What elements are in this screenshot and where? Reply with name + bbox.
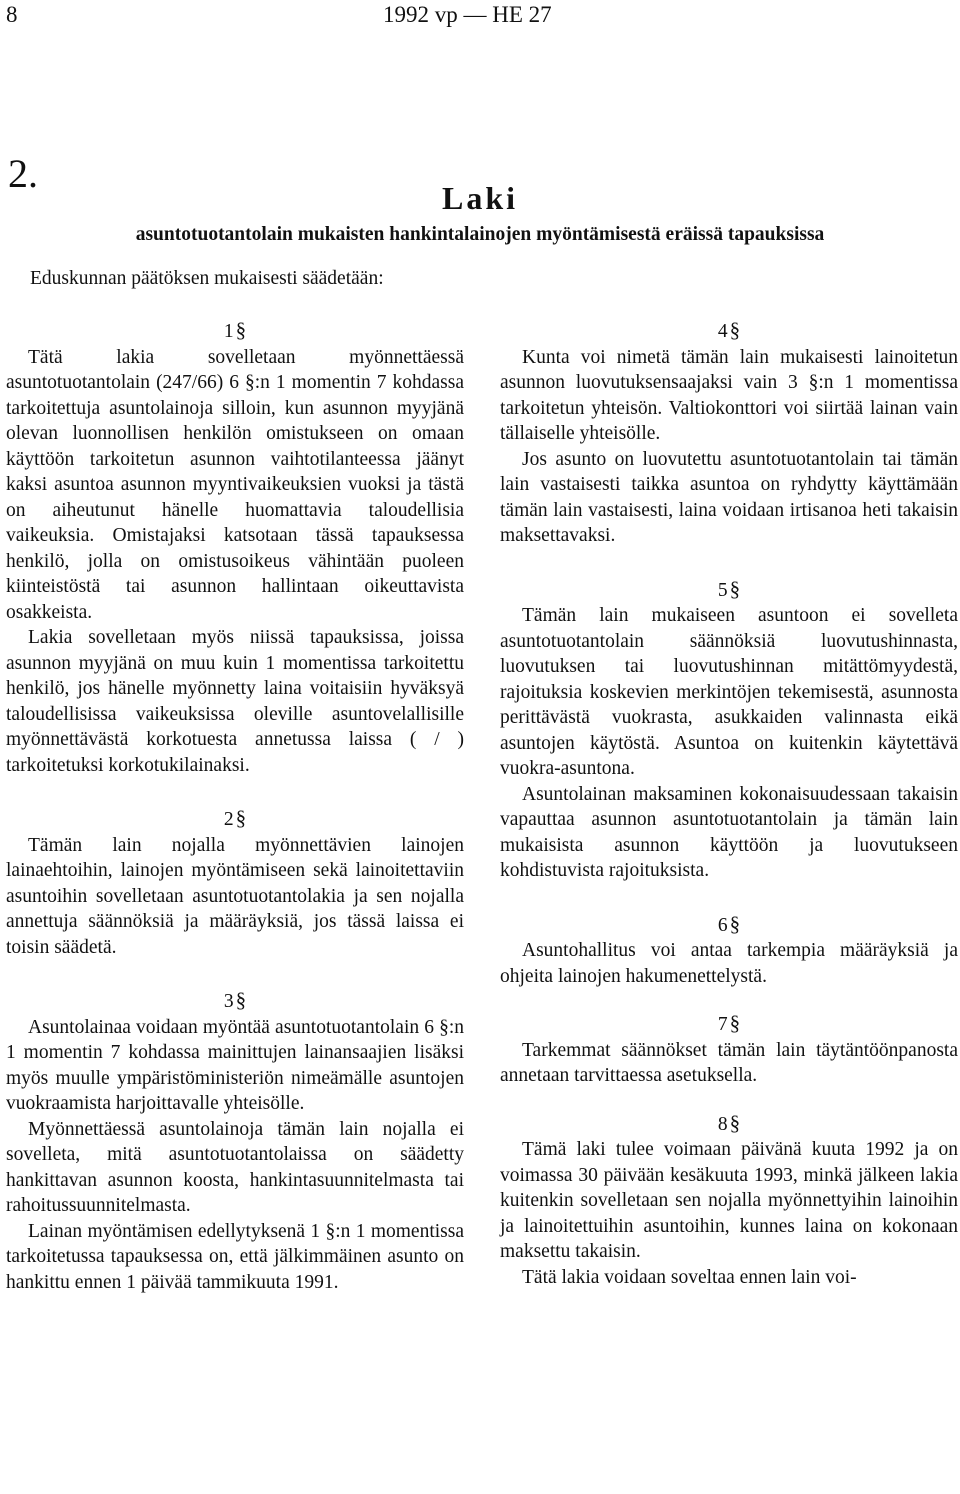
section-5-heading: 5§: [717, 576, 741, 601]
section-1-paragraph-1: Tätä lakia sovelletaan myönnettäessä asuntotuotantolain (247/66) 6 §:n 1 momentin 7 kohdassa tarkoitettuja asuntolainoja silloin, kun asunnon myyjänä olevan luonnollisen henkilön omistukseen on omaan käyttöön tarkoitetun asunnon vaihtotilanteessa jäänyt kaksi asuntoa asunnon myyntivaikeuksien vuoksi ja tästä on aiheutunut hänelle huomattavia taloudellisia vaikeuksia. Omistajaksi katsotaan tässä tapauksessa henkilö, jolla on omistusoikeus vähintään puoleen kiinteistöstä tai asunnon hallintaan oikeuttavista osakkeista.: [6, 346, 464, 623]
section-4-heading: 4§: [717, 318, 741, 342]
section-3-heading: 3§: [223, 988, 247, 1012]
section-8-paragraph-1: Tämä laki tulee voimaan päivänä kuuta 1992 ja on voimassa 30 päivään kesäkuuta 1993, minkä jälkeen lakia kuitenkin sovelletaan sen nojalla myönnettyihin lainoihin ja lainoitettuihin asuntoihin, kunnes laina on kokonaan maksettu takaisin.: [500, 1139, 958, 1262]
publication-series: 1992 vp — HE 27: [383, 2, 552, 27]
section-3-paragraph-1: Asuntolainaa voidaan myöntää asuntotuotantolain 6 §:n 1 momentin 7 kohdassa mainittujen lainansaajien lisäksi myös muulle ympäristöministeriön nimeämälle asuntojen vuokraamista harjoittavalle yhteisölle.: [6, 1016, 464, 1114]
section-6-paragraph-1: Asuntohallitus voi antaa tarkempia määräyksiä ja ohjeita lainojen hakumenettelystä.: [500, 940, 958, 987]
section-3-paragraph-3: Lainan myöntämisen edellytyksenä 1 §:n 1 momentissa tarkoitetussa tapauksessa on, että jälkimmäinen asunto on hankittu ennen 1 päivää tammikuuta 1991.: [6, 1220, 464, 1293]
section-5-paragraph-2: Asuntolainan maksaminen kokonaisuudessaan takaisin vapauttaa asunnon asuntotuotantolain ja tämän lain mukaisista asunnon käyttöön ja luovutukseen kohdistuvista rajoituksista.: [500, 783, 958, 881]
section-4-paragraph-2: Jos asunto on luovutettu asuntotuotantolain tai tämän lain vastaisesti taikka asuntoa on ryhdytty käyttämään tämän lain vastaisesti, laina voidaan irtisanoa heti takaisin maksettavaksi.: [500, 448, 958, 546]
section-1-heading: 1§: [223, 318, 247, 342]
section-7-heading: 7§: [717, 1011, 741, 1035]
section-6-heading: 6§: [717, 911, 741, 936]
section-8-paragraph-2: Tätä lakia voidaan soveltaa ennen lain voi-: [522, 1266, 857, 1288]
section-2-paragraph-1: Tämän lain nojalla myönnettävien lainojen lainaehtoihin, lainojen myöntämiseen sekä lainoitettaviin asuntoihin sovelletaan asuntotuotantolakia ja sen nojalla annettuja säännöksiä ja määräyksiä, jos tässä laissa ei toisin säädetä.: [6, 834, 464, 958]
right-column: [500, 318, 958, 1290]
page-number: 8: [6, 2, 18, 27]
law-title: Laki: [441, 180, 519, 216]
section-4-paragraph-1: Kunta voi nimetä tämän lain mukaisesti lainoitetun asunnon luovutuksensaajaksi vain 3 §:n 1 momentissa tarkoitetun yhteisön. Valtiokonttori voi siirtää lainan vain tällaiselle yhteisölle.: [500, 346, 958, 444]
section-1-paragraph-2: Lakia sovelletaan myös niissä tapauksissa, joissa asunnon myyjänä on muu kuin 1 momentissa tarkoitettu henkilö, jos hänelle myönnetty laina voitaisiin hyväksyä taloudellisissa vaikeuksissa oleville asuntovelallisille myönnettävästä korkotuesta annetussa laissa ( / ) tarkoitetuksi korkotukilainaksi.: [6, 627, 464, 776]
law-subtitle: asuntotuotantolain mukaisten hankintalainojen myöntämisestä eräissä tapauksissa: [135, 224, 825, 245]
section-8-heading: 8§: [717, 1110, 741, 1135]
section-3-paragraph-2: Myönnettäessä asuntolainoja tämän lain nojalla ei sovelleta, mitä asuntotuotantolaissa on säädetty hankittavan asunnon koosta, hankintasuunnitelmasta tai rahoitussuunnitelmasta.: [6, 1118, 464, 1216]
section-2-heading: 2§: [223, 806, 247, 830]
enactment-clause: Eduskunnan päätöksen mukaisesti säädetään:: [30, 268, 384, 289]
section-5-paragraph-1: Tämän lain mukaiseen asuntoon ei sovelleta asuntotuotantolain säännöksiä luovutushinnasta, luovutuksen tai luovutushinnan mitättömyydestä, rajoituksia koskevien merkintöjen tekemisestä, asunnosta perittävästä vuokrasta, asukkaiden valinnasta eikä asuntojen käytöstä. Asuntoa on kuitenkin käytettävä vuokra-asuntona.: [500, 605, 958, 779]
left-column: [6, 318, 464, 1295]
section-7-paragraph-1: Tarkemmat säännökset tämän lain täytäntöönpanosta annetaan tarvittaessa asetuksella.: [500, 1039, 958, 1086]
document-number: 2.: [8, 151, 38, 196]
